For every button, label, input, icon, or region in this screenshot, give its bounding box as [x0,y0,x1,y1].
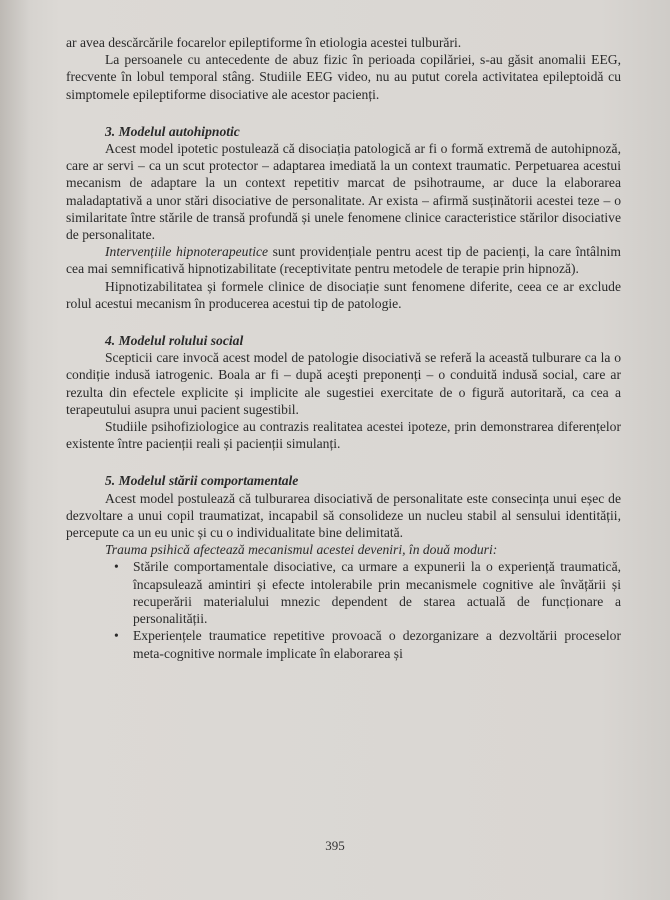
bullet-list [66,558,621,661]
list-item [66,558,621,627]
paragraph-psychophysiology: Studiile psihofiziologice au contrazis realitatea acestei ipoteze, prin demonstrarea diferențelor existente între pacienții reali și pacienții simulanți. [66,419,621,452]
page-number: 395 [325,838,345,853]
hypnotherapy-text: sunt providențiale pentru acest tip de pacienți, la care întâlnim cea mai semnificativă hipnotizabilitate (receptivitate pentru metodele de terapie prin hipnoză). [66,244,622,277]
paragraph-skeptics: Scepticii care invocă acest model de patologie disociativă se referă la această tulburare ca la o condiție indusă iatrogenic. Boala ar fi – după aceşti preponenți – o conduită indusă social, care ar rezulta din efectele explicite și implicite ale sugestiei exercitate de o figură autoritară, ca cea a terapeutului asupra unui pacient sugestibil. [66,350,621,417]
bullet-icon: • [114,628,119,644]
paragraph-autohypnotic: Acest model ipotetic postulează că disociația patologică ar fi o formă extremă de autohipnoză, care ar servi – ca un scut protector – adaptarea imediată la un context traumatic. Perpetuarea acestui mecanism de adaptare la un context repetitiv marcat de psihotraume, ar duce la elaborarea maladaptativă a unor stări disociative de personalitate. Ar exista – afirmă susținătorii acestei teze – o similaritate între stările de transă profundă și unele fenomene clinice caracteristice stărilor disociative de personalitate. [66,141,621,243]
list-item [66,627,621,661]
paragraph-continued: ar avea descărcările focarelor epileptiforme în etiologia acestei tulburări. [66,35,462,50]
paragraph-eeg: La persoanele cu antecedente de abuz fizic în perioada copilăriei, s-au găsit anomalii EEG, frecvente în lobul temporal stâng. Studiile EEG video, nu au putut corela activitatea epileptoidă cu simptomele epileptiforme disociative ale acestor pacienți. [66,52,621,102]
heading-autohypnotic-model: 3. Modelul autohipnotic [105,123,240,139]
bullet-text: Stările comportamentale disociative, ca urmare a expunerii la o experiență traumatică, încapsulează amintiri și efecte intolerabile prin mecanismele cognitive ale învățării și recuperării materialului mnezic dependent de starea actuală de funcționare a personalității. [133,559,621,627]
heading-behavioral-state-model: 5. Modelul stării comportamentale [105,473,299,489]
heading-social-role-model: 4. Modelul rolului social [105,333,244,349]
paragraph-hypnotizability: Hipnotizabilitatea și formele clinice de disociație sunt fenomene diferite, ceea ce ar exclude rolul acestui mecanism în producerea acestui tip de patologie. [66,278,621,311]
bullet-icon: • [114,559,119,575]
bullet-text: Experiențele traumatice repetitive provoacă o dezorganizare a dezvoltării proceselor meta-cognitive normale implicate în elaborarea și [133,628,621,661]
hypnotherapy-term: Intervențiile hipnoterapeutice [105,244,269,260]
page-content [66,34,621,662]
paragraph-hypnotherapy [66,243,621,277]
paragraph-behavioral-state: Acest model postulează că tulburarea disociativă de personalitate este consecința unui eșec de dezvoltare a unui copil traumatizat, incapabil să consolideze un nucleu stabil al sensului identității, percepute ca un eu unic și cu o individualitate bine delimitată. [66,490,621,541]
paragraph-trauma-intro: Trauma psihică afectează mecanismul acestei deveniri, în două moduri: [105,542,498,558]
